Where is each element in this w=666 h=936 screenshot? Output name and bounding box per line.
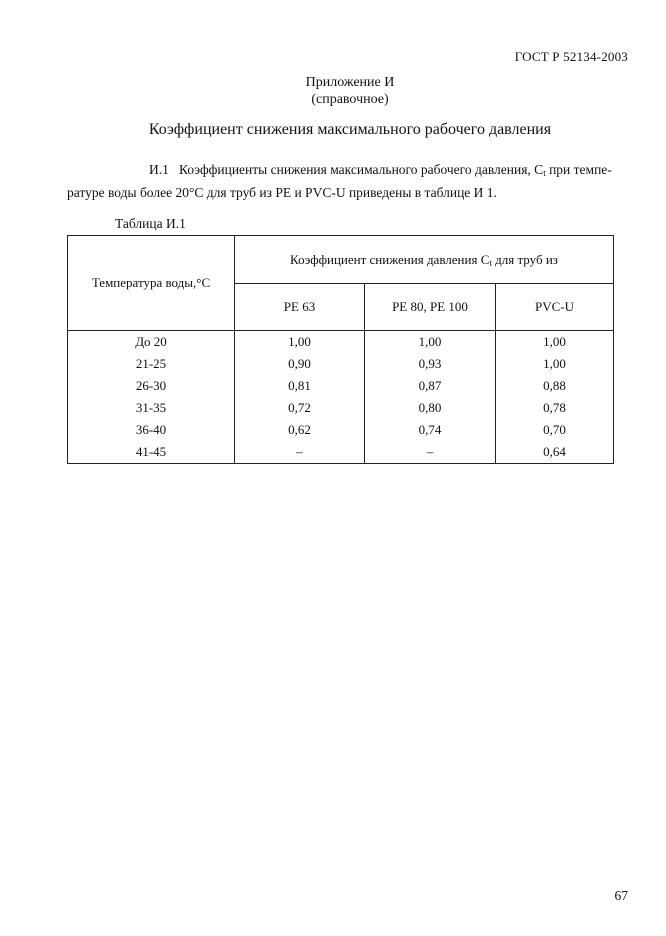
cell-pvcu: 0,70 <box>496 419 614 441</box>
appendix-subtitle: (справочное) <box>311 92 389 107</box>
cell-pe63: 0,62 <box>235 419 365 441</box>
paragraph-line-1 <box>67 162 619 178</box>
header-coefficient-group <box>235 236 614 284</box>
header-pe63: PE 63 <box>235 284 365 331</box>
header-pe80-pe100: PE 80, PE 100 <box>365 284 496 331</box>
table-row <box>68 375 614 397</box>
paragraph-number: И.1 <box>149 162 169 177</box>
cell-temp: 41-45 <box>68 441 235 464</box>
cell-temp: 26-30 <box>68 375 235 397</box>
paragraph-text-part2: при темпе- <box>545 162 612 177</box>
header-temperature: Температура воды,°C <box>68 236 235 331</box>
cell-temp: 21-25 <box>68 353 235 375</box>
header-group-subscript: t <box>489 257 492 268</box>
header-group-text: Коэффициент снижения давления C <box>290 251 490 267</box>
cell-pvcu: 1,00 <box>496 353 614 375</box>
cell-pe80: – <box>365 441 496 464</box>
cell-pe80: 0,80 <box>365 397 496 419</box>
appendix-heading <box>0 74 666 108</box>
cell-pvcu: 0,88 <box>496 375 614 397</box>
cell-pe80: 0,93 <box>365 353 496 375</box>
cell-pe80: 0,74 <box>365 419 496 441</box>
cell-pe80: 0,87 <box>365 375 496 397</box>
section-title: Коэффициент снижения максимального рабочего давления <box>148 121 552 138</box>
table-row <box>68 419 614 441</box>
paragraph-text-part1: Коэффициенты снижения максимального рабочего давления, C <box>179 162 544 177</box>
table-row <box>68 331 614 354</box>
cell-temp: 36-40 <box>68 419 235 441</box>
appendix-title: Приложение И <box>305 75 395 90</box>
cell-pe63: 0,90 <box>235 353 365 375</box>
page-number: 67 <box>614 888 628 903</box>
cell-pe63: 0,81 <box>235 375 365 397</box>
cell-pe63: 0,72 <box>235 397 365 419</box>
cell-pvcu: 0,78 <box>496 397 614 419</box>
table-caption: Таблица И.1 <box>115 216 186 231</box>
cell-pe63: – <box>235 441 365 464</box>
cell-temp: 31-35 <box>68 397 235 419</box>
cell-pe63: 1,00 <box>235 331 365 354</box>
cell-pe80: 1,00 <box>365 331 496 354</box>
cell-temp: До 20 <box>68 331 235 354</box>
table-row <box>68 353 614 375</box>
header-pvcu: PVC-U <box>496 284 614 331</box>
header-group-text-end: для труб из <box>491 251 558 267</box>
coefficient-table <box>67 235 614 464</box>
paragraph-subscript: t <box>543 168 546 178</box>
table-row <box>68 441 614 464</box>
cell-pvcu: 1,00 <box>496 331 614 354</box>
table-row <box>68 397 614 419</box>
paragraph-line-2: ратуре воды более 20°C для труб из PE и PVC-U приведены в таблице И 1. <box>67 185 497 200</box>
document-header: ГОСТ Р 52134-2003 <box>514 49 628 64</box>
cell-pvcu: 0,64 <box>496 441 614 464</box>
